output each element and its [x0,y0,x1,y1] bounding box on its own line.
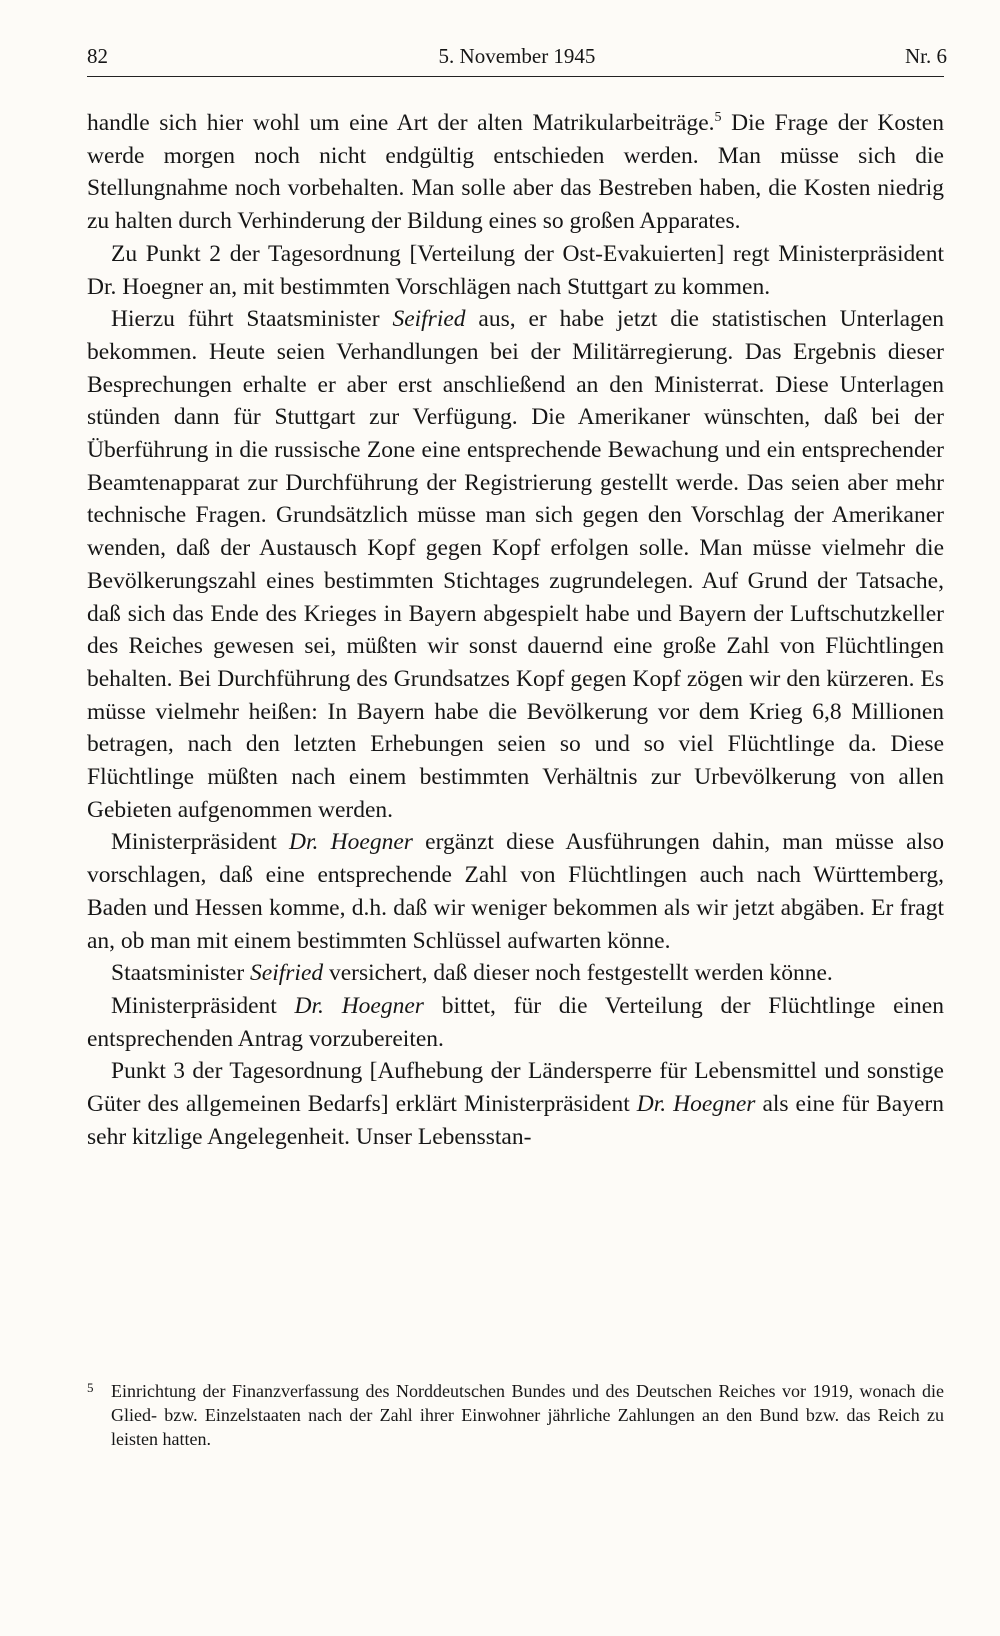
text-segment: Ministerpräsident [111,829,290,856]
text-segment: ergänzt diese Ausführungen dahin, man müsse also vorschlagen, daß eine entsprechende Zahl von Flüchtlingen auch nach Württemberg, Baden und Hessen komme, d.h. daß wir weniger bekommen als wir jetzt abgäben. Er fragt an, ob man mit einem bestimmten Schlüssel aufwarten könne. [87,829,944,954]
text-segment: Hierzu führt Staatsminister [111,306,393,333]
speaker-name: Seifried [250,960,324,987]
paragraph [87,303,944,826]
text-segment: als eine für Bayern sehr kitzlige Angelegenheit. Unser Lebensstan- [87,1091,944,1150]
text-segment: Ministerpräsident [111,992,295,1019]
paragraph [87,826,944,957]
text-segment: handle sich hier wohl um eine Art der alten Matrikularbeiträge. [87,110,715,136]
text-segment: versichert, daß dieser noch festgestellt werden könne. [323,960,833,987]
document-number: Nr. 6 [905,44,947,68]
text-segment: Zu Punkt 2 der Tagesordnung [Verteilung der Ost-Evakuierten] regt Ministerpräsident Dr. Hoegner an, mit bestimmten Vorschlägen nach Stuttgart zu kommen. [87,240,944,300]
page-number: 82 [87,44,108,68]
paragraph [87,990,944,1055]
paragraph [87,107,944,238]
text-segment: Die Frage der Kosten werde morgen noch nicht endgültig entschieden werden. Man müsse sich die Stellungnahme noch vorbehalten. Man solle aber das Bestreben haben, die Kosten niedrig zu halten durch Verhinderung der Bildung eines so großen Apparates. [87,110,944,235]
paragraph [87,238,944,303]
footnote-text: Einrichtung der Finanzverfassung des Norddeutschen Bundes und des Deutschen Reiches vor 1919, wonach die Glied- bzw. Einzelstaaten nach der Zahl ihrer Einwohner jährliche Zahlungen an den Bund bzw. das Reich zu leisten hatten. [111,1381,944,1449]
header-date: 5. November 1945 [438,44,596,68]
running-head [87,44,947,76]
footnotes [87,1379,944,1451]
body-text [87,107,944,1154]
footnote: 5 Einrichtung der Finanzverfassung des Norddeutschen Bundes und des Deutschen Reiches vor 1919, wonach die Glied- bzw. Einzelstaaten nach der Zahl ihrer Einwohner jährliche Zahlungen an den Bund bzw. das Reich zu leisten hatten. [87,1380,944,1449]
footnote-reference: 5 [714,110,722,125]
speaker-name: Dr. Hoegner [289,829,413,856]
text-segment: Punkt 3 der Tagesordnung [Aufhebung der Ländersperre für Lebensmittel und sonstige Güter des allgemeinen Bedarfs] erklärt Ministerpräsident [87,1058,944,1118]
text-segment: Staatsminister [111,960,251,987]
speaker-name: Dr. Hoegner [636,1091,756,1118]
text-segment: aus, er habe jetzt die statistischen Unterlagen bekommen. Heute seien Verhandlungen bei der Militärregierung. Das Ergebnis dieser Besprechungen erhalte er aber erst anschließend an den Ministerrat. Diese Unterlagen stünden dann für Stuttgart zur Verfügung. Die Amerikaner wünschten, daß bei der Überführung in die russische Zone eine entsprechende Bewachung und ein entsprechender Beamtenapparat zur Durchführung der Registrierung gestellt werde. Das seien aber mehr technische Fragen. Grundsätzlich müsse man sich gegen den Vorschlag der Amerikaner wenden, daß der Austausch Kopf gegen Kopf erfolgen solle. Man müsse vielmehr die Bevölkerungszahl eines bestimmten Stichtages zugrundelegen. Auf Grund der Tatsache, daß sich das Ende des Krieges in Bayern abgespielt habe und Bayern der Luftschutzkeller des Reiches gewesen sei, müßten wir sonst dauernd eine große Zahl von Flüchtlingen behalten. Bei Durchführung des Grundsatzes Kopf gegen Kopf zögen wir den kürzeren. Es müsse vielmehr heißen: In Bayern habe die Bevölkerung vor dem Krieg 6,8 Millionen betragen, nach den letzten Erhebungen seien so und so viel Flüchtlinge da. Diese Flüchtlinge müßten nach einem bestimmten Verhältnis zur Urbevölkerung von allen Gebieten aufgenommen werden. [87,306,944,823]
text-segment: bittet, für die Verteilung der Flüchtlinge einen entsprechenden Antrag vorzubereiten. [87,992,944,1052]
speaker-name: Dr. Hoegner [294,992,424,1019]
header-rule [87,76,944,77]
paragraph [87,957,944,990]
paragraph [87,1055,944,1153]
speaker-name: Seifried [392,306,466,333]
